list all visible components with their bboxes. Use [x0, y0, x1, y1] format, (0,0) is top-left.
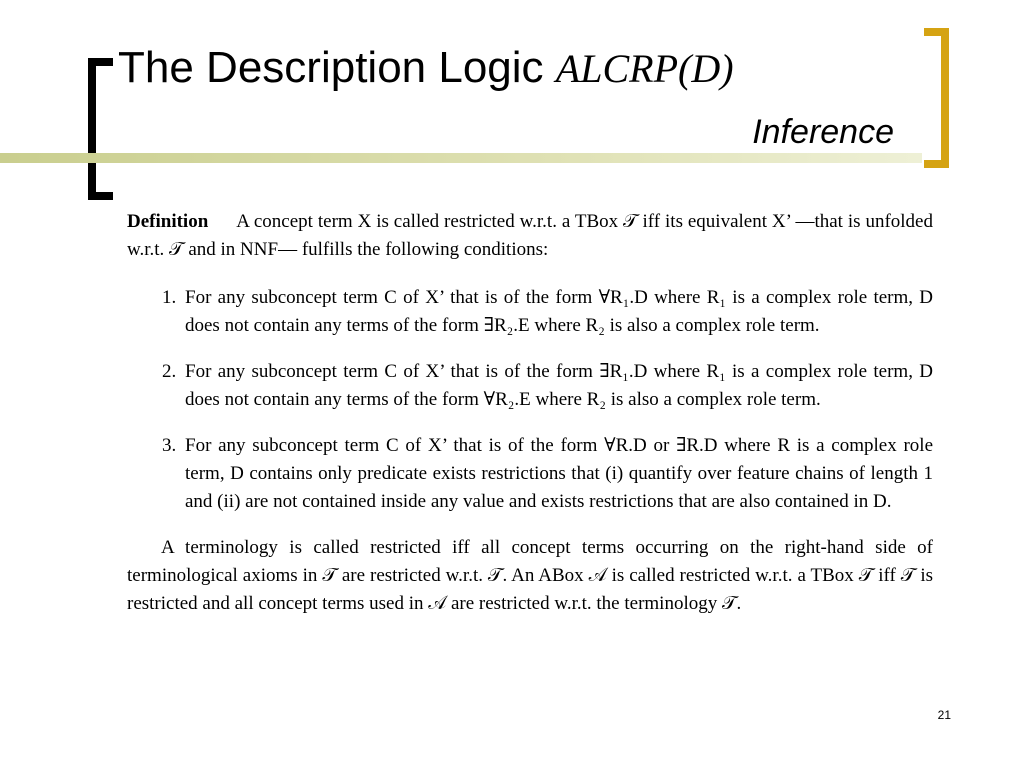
definition-paragraph	[127, 208, 933, 264]
title-bar	[0, 153, 922, 163]
title-text: The Description Logic	[118, 43, 544, 92]
definition-label: Definition	[127, 211, 209, 232]
title-logic-name: ALCRP(D)	[555, 46, 734, 91]
condition-item: 1. For any subconcept term C of X’ that is of the form ∀R₁.D where R₁ is a complex role term, D does not contain any terms of the form ∃R₂.E where R₂ is also a complex role term.	[181, 284, 933, 340]
definition-text: A concept term X is called restricted w.r.t. a TBox 𝒯 iff its equivalent X’ —that is unfolded w.r.t. 𝒯 and in NNF— fulfills the following conditions:	[127, 211, 933, 260]
slide-content	[127, 208, 933, 618]
right-bracket	[924, 28, 949, 168]
conditions-list	[127, 284, 933, 516]
slide-title	[118, 42, 734, 95]
slide-subtitle: Inference	[752, 113, 894, 151]
left-bracket	[88, 58, 113, 200]
page-number: 21	[937, 708, 951, 722]
terminology-paragraph: A terminology is called restricted iff all concept terms occurring on the right-hand side of terminological axioms in 𝒯 are restricted w.r.t. 𝒯. An ABox 𝒜 is called restricted w.r.t. a TBox 𝒯 iff 𝒯 is restricted and all concept terms used in 𝒜 are restricted w.r.t. the terminology 𝒯.	[127, 537, 933, 614]
condition-item: 3. For any subconcept term C of X’ that is of the form ∀R.D or ∃R.D where R is a complex role term, D contains only predicate exists restrictions that (i) quantify over feature chains of length 1 and (ii) are not contained inside any value and exists restrictions that are also contained in D.	[181, 432, 933, 516]
condition-item: 2. For any subconcept term C of X’ that is of the form ∃R₁.D where R₁ is a complex role term, D does not contain any terms of the form ∀R₂.E where R₂ is also a complex role term.	[181, 358, 933, 414]
